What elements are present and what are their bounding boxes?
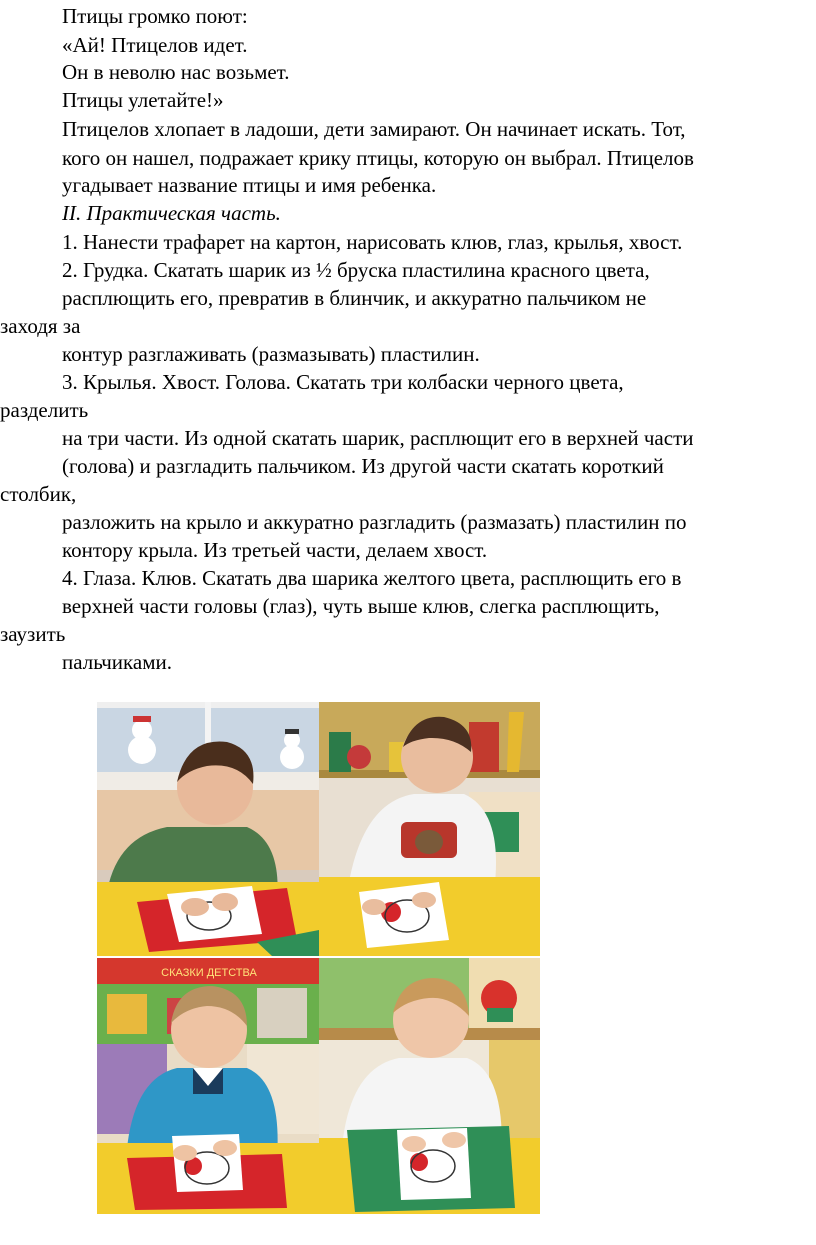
text-line: разделить (0, 398, 89, 422)
text-line: контору крыла. Из третьей части, делаем хвост. (62, 538, 488, 562)
text-line: столбик, (0, 482, 77, 506)
text-line: 2. Грудка. Скатать шарик из ½ бруска пластилина красного цвета, (62, 258, 650, 282)
banner-text: СКАЗКИ ДЕТСТВА (161, 967, 257, 979)
photo-boy-white-shirt (319, 702, 540, 956)
photo-collage (97, 702, 540, 1214)
photo-boy-green-shirt (97, 702, 319, 956)
section-heading: II. Практическая часть. (62, 201, 281, 225)
text-line: 1. Нанести трафарет на картон, нарисовать клюв, глаз, крылья, хвост. (62, 230, 683, 254)
text-line: пальчиками. (62, 650, 172, 674)
text-line: заходя за (0, 314, 81, 338)
text-line: 4. Глаза. Клюв. Скатать два шарика желтого цвета, расплющить его в (62, 566, 682, 590)
text-line: кого он нашел, подражает крику птицы, которую он выбрал. Птицелов (62, 146, 694, 170)
text-line: разложить на крыло и аккуратно разгладить (размазать) пластилин по (62, 510, 687, 534)
text-line: контур разглаживать (размазывать) пластилин. (62, 342, 480, 366)
text-line: верхней части головы (глаз), чуть выше клюв, слегка расплющить, (62, 594, 660, 618)
text-line: угадывает название птицы и имя ребенка. (62, 173, 437, 197)
text-line: на три части. Из одной скатать шарик, расплющит его в верхней части (62, 426, 694, 450)
text-line: расплющить его, превратив в блинчик, и аккуратно пальчиком не (62, 286, 647, 310)
text-line: Он в неволю нас возьмет. (62, 60, 290, 84)
text-line: «Ай! Птицелов идет. (62, 33, 248, 57)
text-line: (голова) и разгладить пальчиком. Из другой части скатать короткий (62, 454, 664, 478)
text-line: заузить (0, 622, 66, 646)
text-line: Птицы громко поют: (62, 4, 248, 28)
text-line: 3. Крылья. Хвост. Голова. Скатать три колбаски черного цвета, (62, 370, 624, 394)
photo-boy-blue-polo (97, 958, 319, 1214)
photo-boy-green-board (319, 958, 540, 1214)
text-line: Птицелов хлопает в ладоши, дети замирают. Он начинает искать. Тот, (62, 117, 686, 141)
text-line: Птицы улетайте!» (62, 88, 224, 112)
